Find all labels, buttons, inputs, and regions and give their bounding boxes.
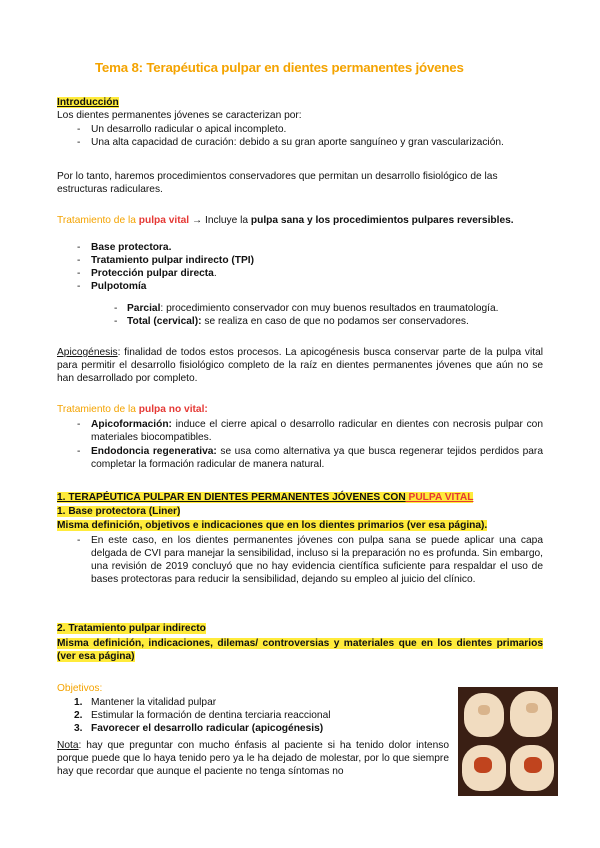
tooth-photo (458, 687, 558, 796)
list-item: - Total (cervical): se realiza en caso de que no podamos ser conservadores. (57, 315, 543, 328)
list-item: - Apicoformación: induce el cierre apical o desarrollo radicular en dientes con necrosis pulpar con materiales biocompatibles. (57, 418, 543, 444)
pulp-shape (478, 705, 490, 715)
novital-list (57, 418, 543, 471)
section1-note: Misma definición, objetivos e indicaciones que en los dientes primarios (ver esa página). (57, 520, 488, 531)
arrow-icon: → (191, 215, 203, 226)
list-item: - Parcial: procedimiento conservador con muy buenos resultados en traumatología. (57, 302, 543, 315)
list-item: - Pulpotomía (57, 280, 543, 293)
tooth-shape (510, 691, 552, 737)
pulp-shape (526, 703, 538, 713)
intro-lead: Los dientes permanentes jóvenes se caracterizan por: (57, 110, 302, 121)
vital-list (57, 241, 543, 293)
section1-list (57, 534, 543, 586)
list-item: - Base protectora. (57, 241, 543, 254)
objectives-label: Objetivos: (57, 683, 103, 694)
intro-heading: Introducción (57, 97, 119, 108)
section2-subheading: 2. Tratamiento pulpar indirecto (57, 623, 206, 634)
list-item: - Protección pulpar directa. (57, 267, 543, 280)
section1-heading: 1. TERAPÉUTICA PULPAR EN DIENTES PERMANENTES JÓVENES CON PULPA VITAL (57, 492, 474, 503)
tooth-shape (464, 693, 504, 737)
pulpotomia-list (57, 302, 543, 328)
vital-paragraph: Tratamiento de la pulpa vital → Incluye la pulpa sana y los procedimientos pulpares reversibles. (57, 215, 514, 226)
list-item: - Una alta capacidad de curación: debido a su gran aporte sanguíneo y gran vascularización. (57, 136, 543, 149)
pulp-shape (474, 757, 492, 773)
nota-paragraph: Nota: hay que preguntar con mucho énfasis al paciente si ha tenido dolor intenso porque puede que lo haya tenido pero ya le ha dejado de molestar, por lo que siempre hay que recordar que aunque el paciente no tenga síntomas no (57, 740, 449, 777)
pulp-shape (524, 757, 542, 773)
list-item: 3. Favorecer el desarrollo radicular (apicogénesis) (74, 723, 324, 734)
intro-list (57, 123, 543, 149)
intro-paragraph: Por lo tanto, haremos procedimientos conservadores que permitan un desarrollo fisiológico de las estructuras radiculares. (57, 171, 498, 195)
section2-note: Misma definición, indicaciones, dilemas/ controversias y materiales que en los dientes primarios (ver esa página) (57, 638, 543, 662)
page-title: Tema 8: Terapéutica pulpar en dientes permanentes jóvenes (95, 60, 464, 75)
objectives-list (57, 696, 452, 735)
apicogenesis-paragraph: Apicogénesis: finalidad de todos estos procesos. La apicogénesis busca conservar parte de la pulpa vital para permitir el desarrollo fisiológico completo de la raíz en dientes permanentes jóvenes que aún no se han desarrollado por completo. (57, 347, 543, 384)
list-item: - Tratamiento pulpar indirecto (TPI) (57, 254, 543, 267)
list-item: 1. Mantener la vitalidad pulpar (74, 697, 217, 708)
list-item: - Endodoncia regenerativa: se usa como alternativa ya que busca regenerar tejidos perdidos para completar la formación radicular de manera natural. (57, 445, 543, 471)
list-item: 2. Estimular la formación de dentina terciaria reaccional (74, 710, 331, 721)
list-item: - Un desarrollo radicular o apical incompleto. (57, 123, 543, 136)
section1-subheading: 1. Base protectora (Liner) (57, 506, 181, 517)
novital-heading: Tratamiento de la pulpa no vital: (57, 404, 208, 415)
list-item: - En este caso, en los dientes permanentes jóvenes con pulpa sana se puede aplicar una capa delgada de CVI para manejar la sensibilidad, incluso si la preparación no es profunda. Sin embargo, una revisión de 2019 concluyó que no hay evidencia científica suficiente para respaldar el uso de bases protectoras para reducir la sensibilidad, dejando su empleo al juicio del clínico. (57, 534, 543, 586)
